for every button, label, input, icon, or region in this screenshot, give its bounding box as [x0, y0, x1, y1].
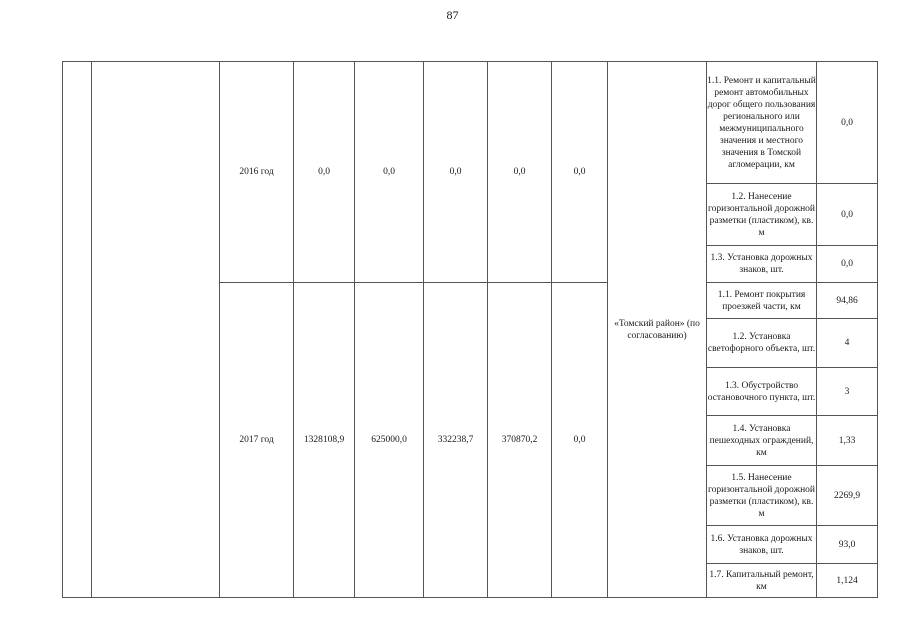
indicator-value: 0,0: [817, 246, 878, 283]
indicator-value: 3: [817, 368, 878, 416]
number-cell: [63, 62, 92, 598]
federal-budget-cell: 0,0: [355, 62, 424, 283]
extra-budget-cell: 0,0: [552, 62, 608, 283]
federal-budget-cell: 625000,0: [355, 283, 424, 598]
indicator-name: 1.5. Нанесение горизонтальной дорожной разметки (пластиком), кв. м: [707, 466, 817, 526]
indicator-value: 93,0: [817, 526, 878, 564]
indicator-value: 4: [817, 319, 878, 368]
indicator-value: 1,124: [817, 564, 878, 598]
indicator-name: 1.6. Установка дорожных знаков, шт.: [707, 526, 817, 564]
regional-budget-cell: 0,0: [424, 62, 488, 283]
local-budget-cell: 0,0: [488, 62, 552, 283]
year-cell: 2016 год: [220, 62, 294, 283]
indicator-value: 1,33: [817, 416, 878, 466]
indicator-name: 1.1. Ремонт и капитальный ремонт автомобильных дорог общего пользования регионального или межмуниципального значения и местного значения в Томской агломерации, км: [707, 62, 817, 184]
program-table: [62, 61, 878, 598]
indicator-name: 1.1. Ремонт покрытия проезжей части, км: [707, 283, 817, 319]
indicator-name: 1.3. Обустройство остановочного пункта, шт.: [707, 368, 817, 416]
indicator-name: 1.2. Нанесение горизонтальной дорожной разметки (пластиком), кв. м: [707, 184, 817, 246]
total-cell: 1328108,9: [294, 283, 355, 598]
indicator-name: 1.2. Установка светофорного объекта, шт.: [707, 319, 817, 368]
indicator-value: 2269,9: [817, 466, 878, 526]
extra-budget-cell: 0,0: [552, 283, 608, 598]
table-row: [63, 62, 878, 184]
year-cell: 2017 год: [220, 283, 294, 598]
page-number: 87: [446, 8, 459, 22]
indicator-name: 1.3. Установка дорожных знаков, шт.: [707, 246, 817, 283]
indicator-value: 0,0: [817, 184, 878, 246]
regional-budget-cell: 332238,7: [424, 283, 488, 598]
total-cell: 0,0: [294, 62, 355, 283]
indicator-value: 94,86: [817, 283, 878, 319]
measure-name-cell: [92, 62, 220, 598]
executor-cell: «Томский район» (по согласованию): [608, 62, 707, 598]
indicator-name: 1.7. Капитальный ремонт, км: [707, 564, 817, 598]
indicator-name: 1.4. Установка пешеходных ограждений, км: [707, 416, 817, 466]
local-budget-cell: 370870,2: [488, 283, 552, 598]
indicator-value: 0,0: [817, 62, 878, 184]
